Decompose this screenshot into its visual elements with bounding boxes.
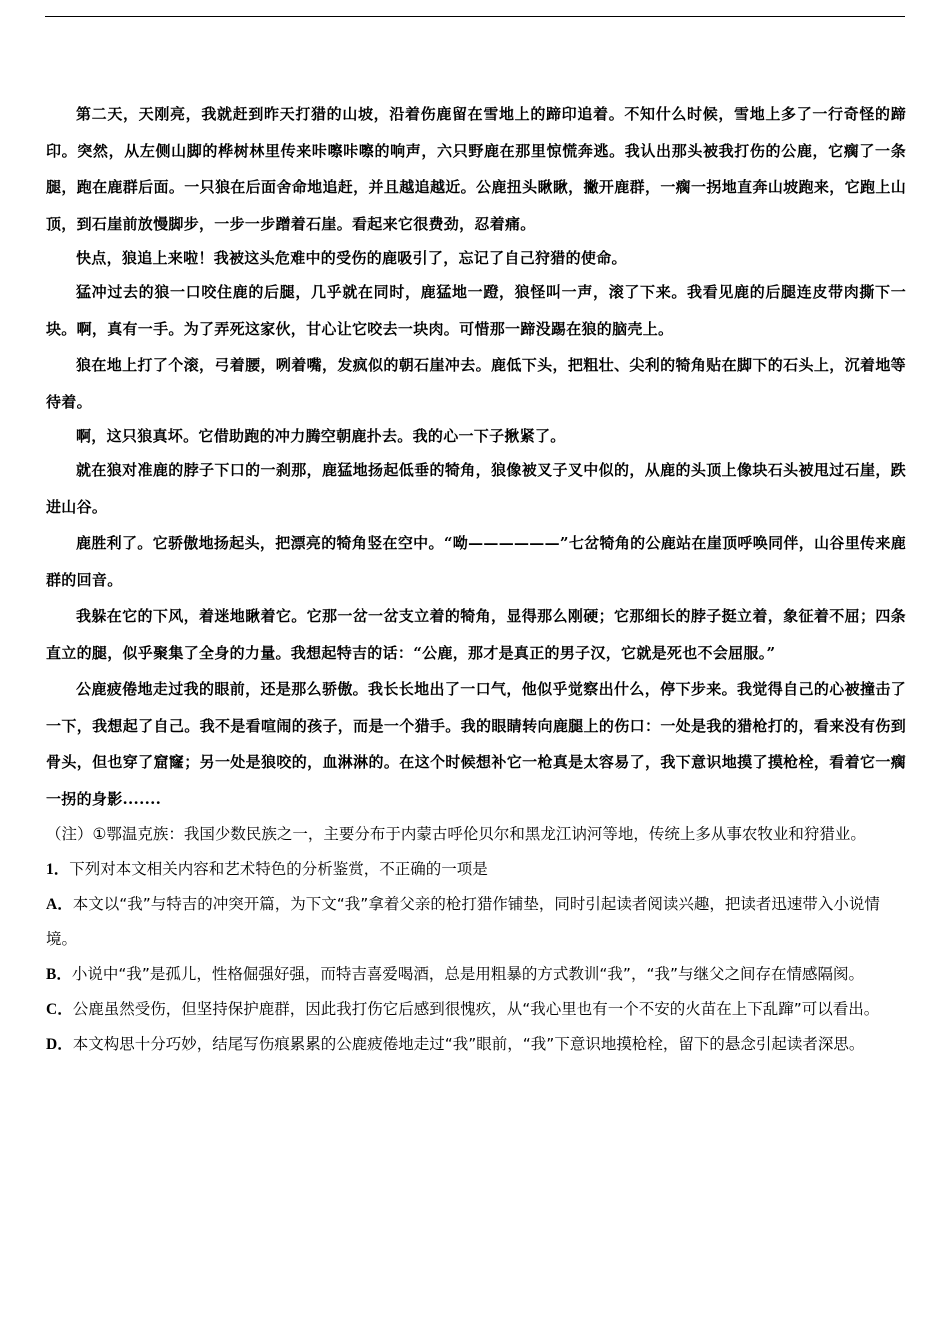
option-text: 本文以“我”与特吉的冲突开篇，为下文“我”拿着父亲的枪打猎作铺垫，同时引起读者阅读兴趣，把读者迅速带入小说情境。	[46, 895, 880, 948]
passage-paragraph-4: 狼在地上打了个滚，弓着腰，咧着嘴，发疯似的朝石崖冲去。鹿低下头，把粗壮、尖利的犄角贴在脚下的石头上，沉着地等待着。	[46, 356, 906, 411]
passage-paragraph-5: 啊，这只狼真坏。它借助跑的冲力腾空朝鹿扑去。我的心一下子揪紧了。	[76, 427, 566, 445]
passage-paragraph-2: 快点，狼追上来啦！我被这头危难中的受伤的鹿吸引了，忘记了自己狩猎的使命。	[76, 249, 627, 267]
question-stem	[46, 852, 906, 887]
option-c	[46, 992, 906, 1027]
option-letter: C．	[46, 1001, 73, 1018]
header-rule	[45, 16, 905, 17]
option-text: 本文构思十分巧妙，结尾写伤痕累累的公鹿疲倦地走过“我”眼前，“我”下意识地摸枪栓，留下的悬念引起读者深思。	[72, 1035, 865, 1053]
option-b	[46, 957, 906, 992]
question-text: 下列对本文相关内容和艺术特色的分析鉴赏，不正确的一项是	[69, 860, 488, 878]
option-a	[46, 887, 906, 957]
passage-paragraph-7: 鹿胜利了。它骄傲地扬起头，把漂亮的犄角竖在空中。“呦——————”七岔犄角的公鹿站在崖顶呼唤同伴，山谷里传来鹿群的回音。	[46, 534, 906, 589]
option-letter: B．	[46, 966, 72, 983]
passage-paragraph-1: 第二天，天刚亮，我就赶到昨天打猎的山坡，沿着伤鹿留在雪地上的蹄印追着。不知什么时候，雪地上多了一行奇怪的蹄印。突然，从左侧山脚的桦树林里传来咔嚓咔嚓的响声，六只野鹿在那里惊慌奔逃。我认出那头被我打伤的公鹿，它瘸了一条腿，跑在鹿群后面。一只狼在后面舍命地追赶，并且越追越近。公鹿扭头瞅瞅，撇开鹿群，一瘸一拐地直奔山坡跑来，它跑上山顶，到石崖前放慢脚步，一步一步蹭着石崖。看起来它很费劲，忍着痛。	[46, 105, 906, 233]
passage-paragraph-8: 我躲在它的下风，着迷地瞅着它。它那一岔一岔支立着的犄角，显得那么刚硬；它那细长的脖子挺立着，象征着不屈；四条直立的腿，似乎聚集了全身的力量。我想起特吉的话：“公鹿，那才是真正的男子汉，它就是死也不会屈服。”	[46, 607, 906, 662]
option-letter: A．	[46, 896, 73, 913]
option-text: 公鹿虽然受伤，但坚持保护鹿群，因此我打伤它后感到很愧疚，从“我心里也有一个不安的火苗在上下乱蹿”可以看出。	[72, 1000, 880, 1018]
option-text: 小说中“我”是孤儿，性格倔强好强，而特吉喜爱喝酒，总是用粗暴的方式教训“我”，“我”与继父之间存在情感隔阂。	[71, 965, 865, 983]
option-d	[46, 1027, 906, 1062]
passage-paragraph-9: 公鹿疲倦地走过我的眼前，还是那么骄傲。我长长地出了一口气，他似乎觉察出什么，停下步来。我觉得自己的心被撞击了一下，我想起了自己。我不是看喧闹的孩子，而是一个猎手。我的眼睛转向鹿腿上的伤口：一处是我的猎枪打的，看来没有伤到骨头，但也穿了窟窿；另一处是狼咬的，血淋淋的。在这个时候想补它一枪真是太容易了，我下意识地摸了摸枪栓，看着它一瘸一拐的身影.......	[46, 680, 906, 808]
question-number: 1．	[46, 861, 70, 878]
passage-paragraph-6: 就在狼对准鹿的脖子下口的一刹那，鹿猛地扬起低垂的犄角，狼像被叉子叉中似的，从鹿的头顶上像块石头被甩过石崖，跌进山谷。	[46, 461, 906, 516]
footnote: （注）①鄂温克族：我国少数民族之一，主要分布于内蒙古呼伦贝尔和黑龙江讷河等地，传统上多从事农牧业和狩猎业。	[46, 825, 866, 843]
document-body	[46, 96, 906, 1062]
option-letter: D．	[46, 1036, 73, 1053]
passage-paragraph-3: 猛冲过去的狼一口咬住鹿的后腿，几乎就在同时，鹿猛地一蹬，狼怪叫一声，滚了下来。我看见鹿的后腿连皮带肉撕下一块。啊，真有一手。为了弄死这家伙，甘心让它咬去一块肉。可惜那一蹄没踢在狼的脑壳上。	[46, 283, 906, 338]
